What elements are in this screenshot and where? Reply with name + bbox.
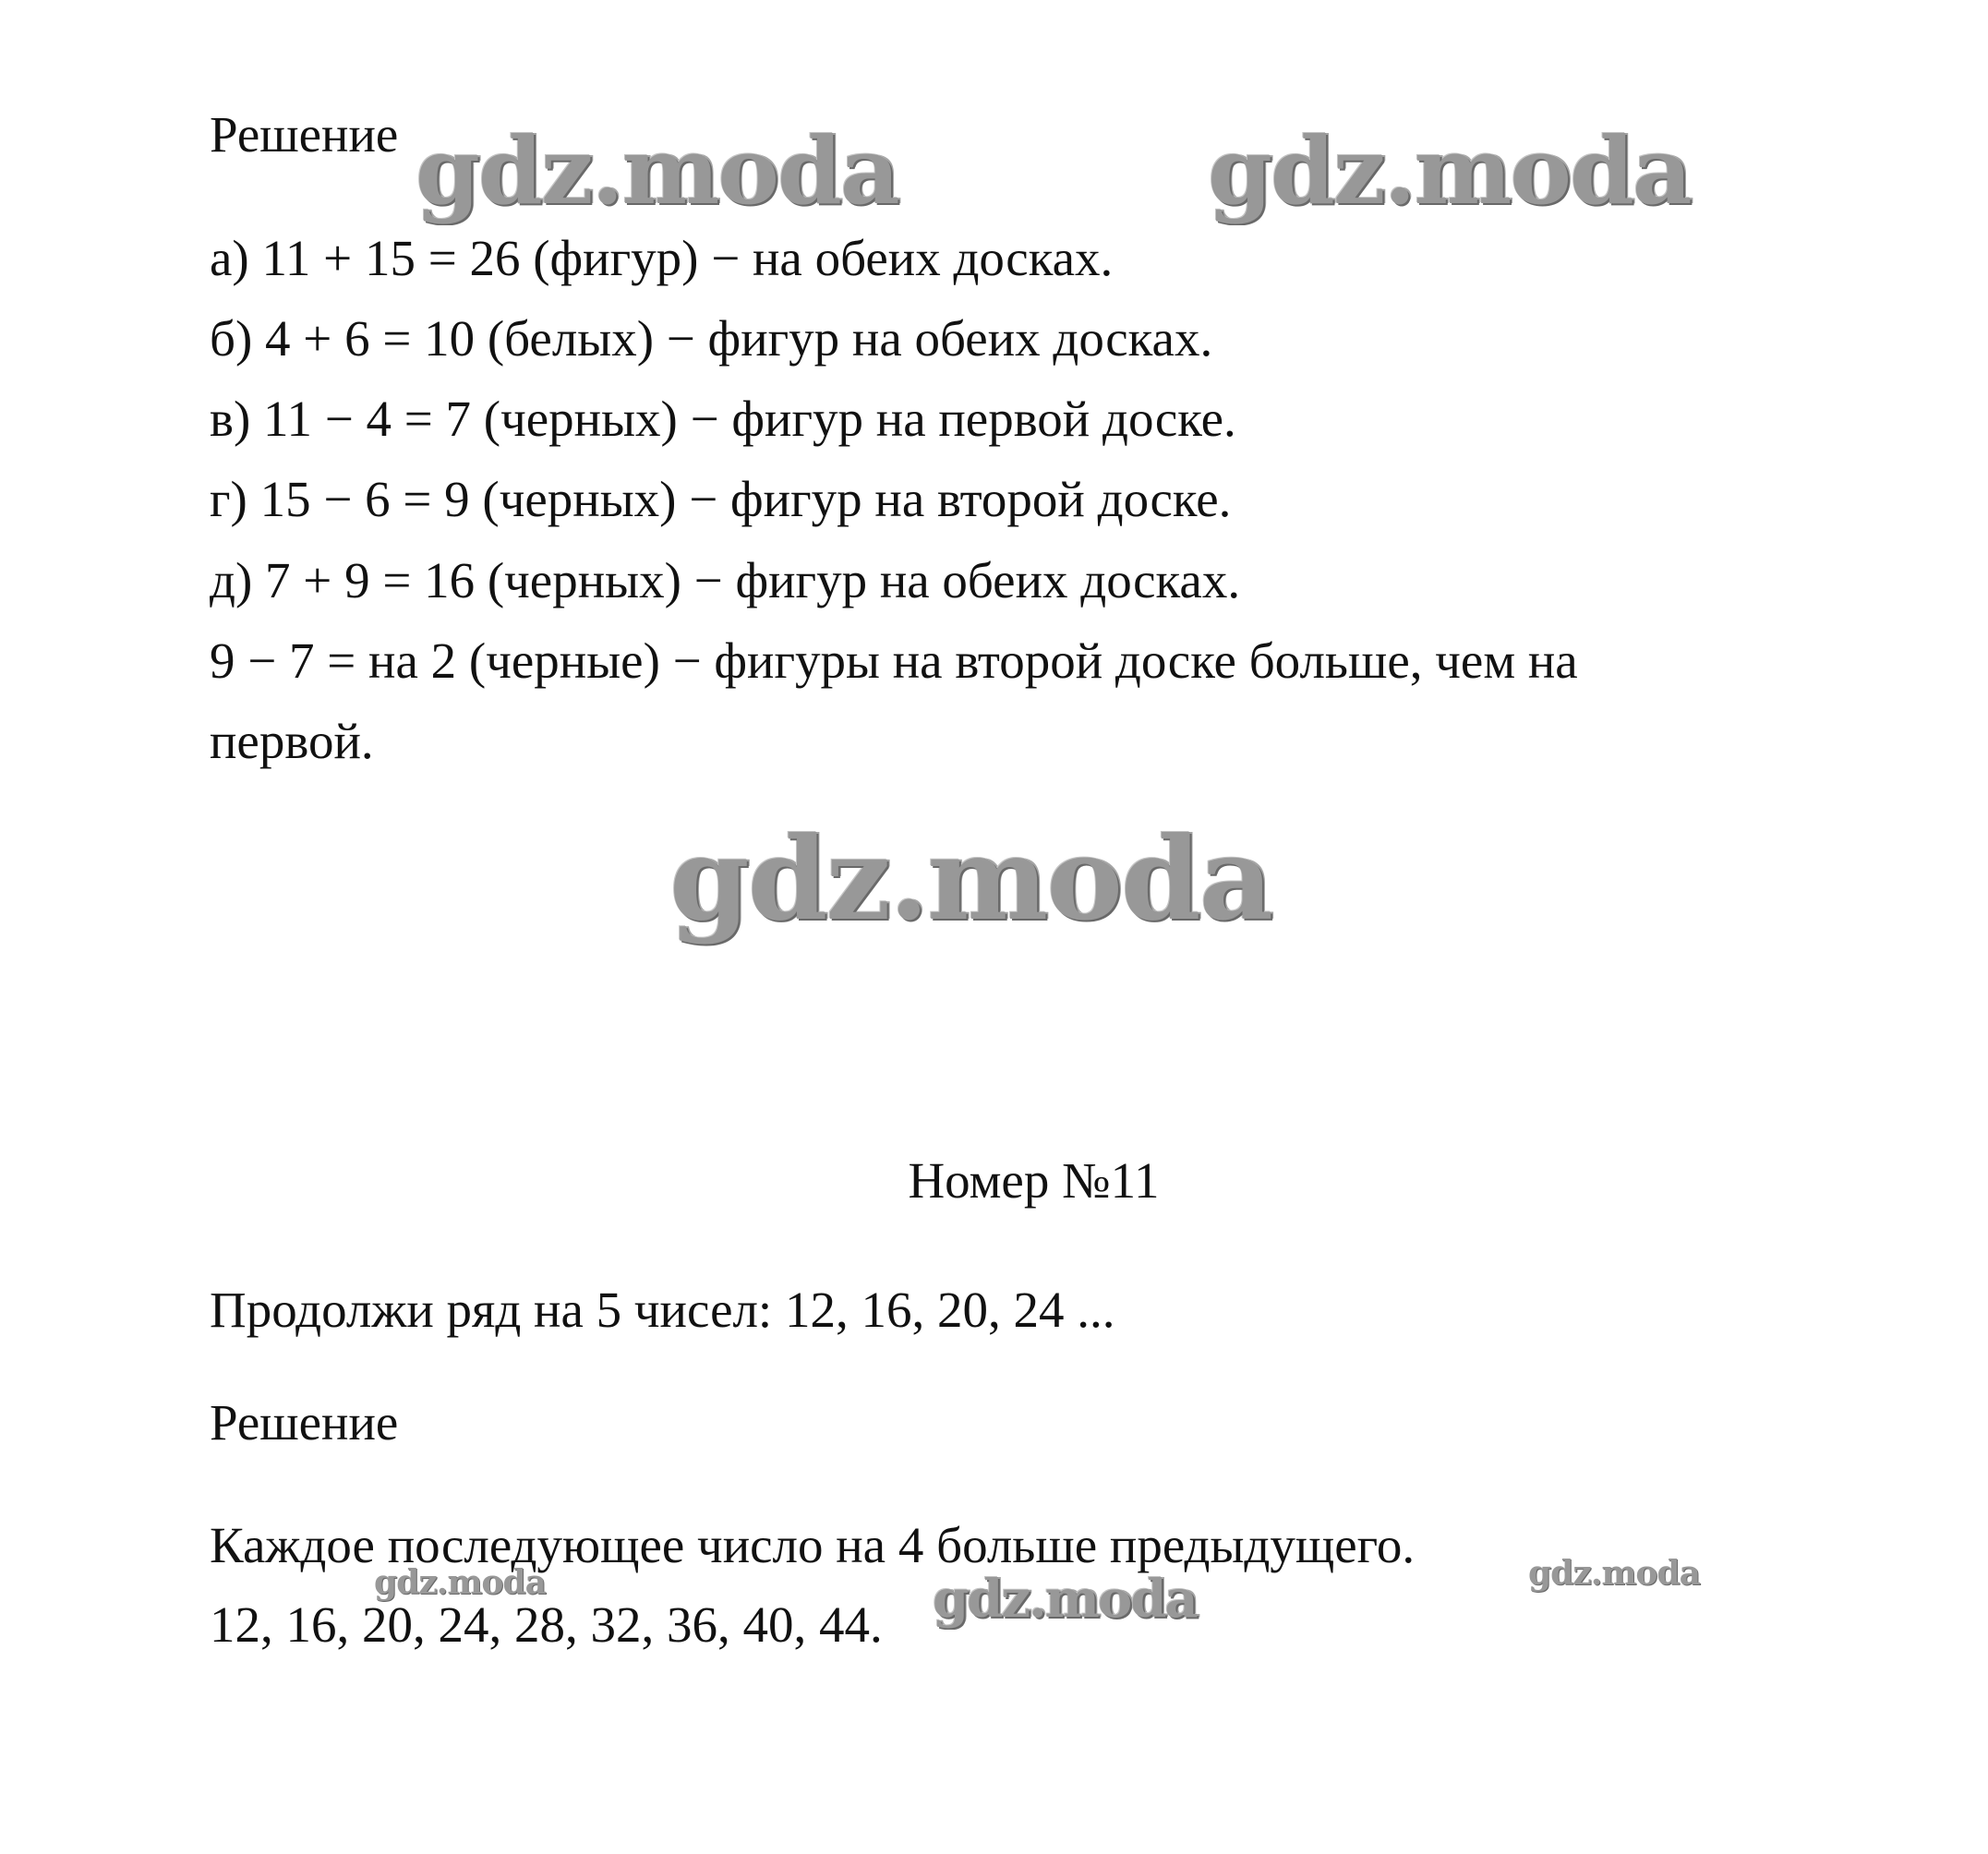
watermark-logo: gdz.moda	[669, 813, 1271, 946]
watermark-logo: gdz.moda	[1208, 116, 1691, 225]
solution-line-g: г) 15 − 6 = 9 (черных) − фигур на второй доске.	[210, 471, 1232, 527]
watermark-logo: gdz.moda	[416, 116, 898, 225]
task-question: Продолжи ряд на 5 чисел: 12, 16, 20, 24 ...	[210, 1282, 1115, 1338]
solution-line-difference: 9 − 7 = на 2 (черные) − фигуры на второй доске больше, чем на	[210, 632, 1578, 689]
task-answer: 12, 16, 20, 24, 28, 32, 36, 40, 44.	[210, 1596, 883, 1653]
solution-line-b: б) 4 + 6 = 10 (белых) − фигур на обеих досках.	[210, 310, 1213, 367]
solution-line-difference-cont: первой.	[210, 713, 374, 769]
task-solution-heading: Решение	[210, 1394, 399, 1451]
watermark-logo: gdz.moda	[374, 1563, 546, 1602]
task-explanation: Каждое последующее число на 4 больше предыдущего.	[210, 1517, 1416, 1573]
solution-line-d: д) 7 + 9 = 16 (черных) − фигур на обеих досках.	[210, 552, 1241, 608]
watermark-logo: gdz.moda	[1528, 1554, 1700, 1593]
solution-line-a: а) 11 + 15 = 26 (фигур) − на обеих досках.	[210, 230, 1114, 286]
solution-heading: Решение	[210, 106, 399, 163]
watermark-logo: gdz.moda	[933, 1569, 1197, 1630]
solution-line-v: в) 11 − 4 = 7 (черных) − фигур на первой доске.	[210, 391, 1236, 447]
task-title: Номер №11	[908, 1152, 1160, 1209]
